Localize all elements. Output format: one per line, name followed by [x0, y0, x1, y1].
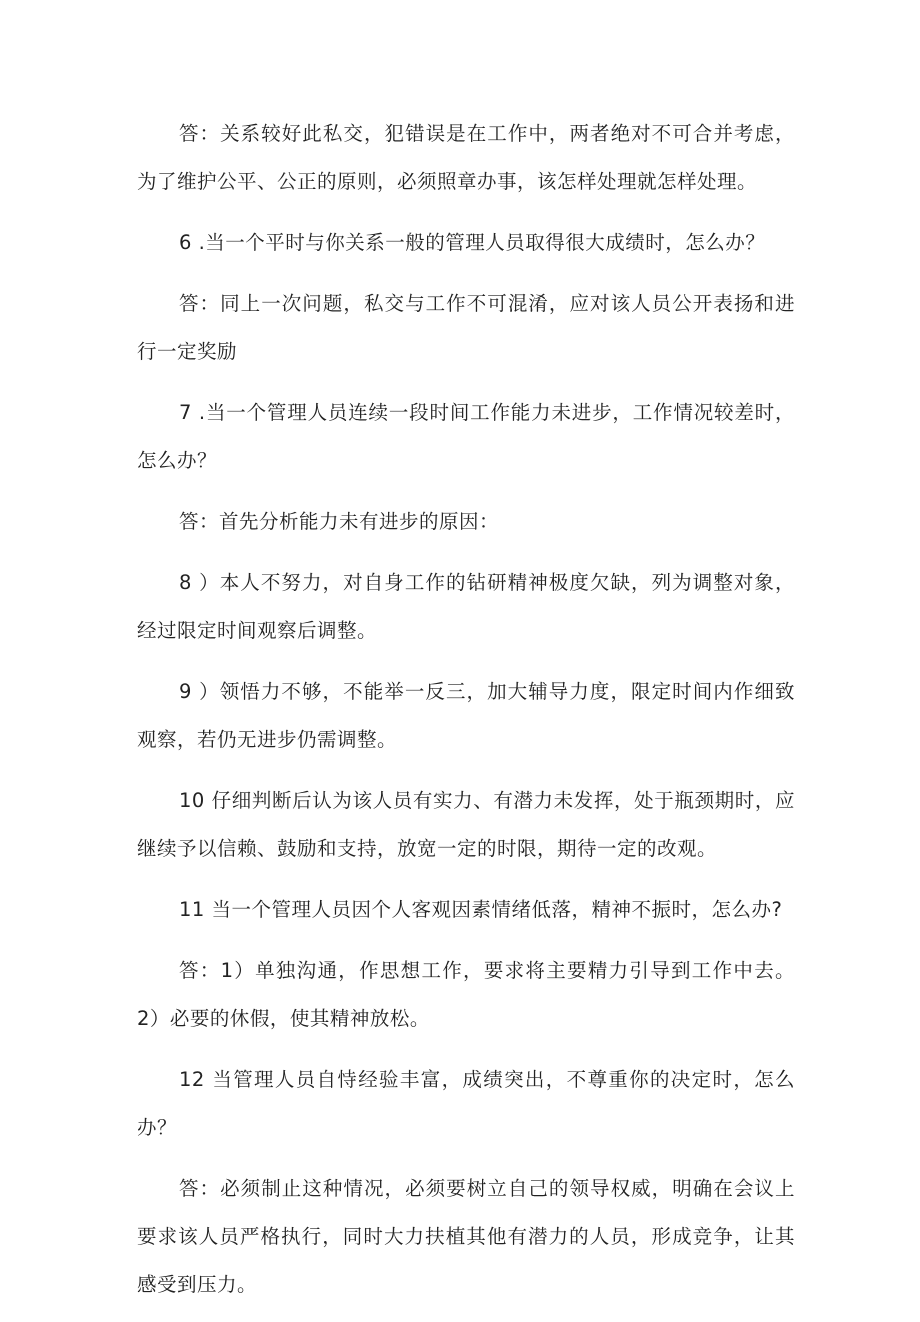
- paragraph-question-11: 11 当一个管理人员因个人客观因素情绪低落，精神不振时，怎么办?: [179, 898, 783, 921]
- paragraph-item-8: 8 ）本人不努力，对自身工作的钻研精神极度欠缺，列为调整对象，经过限定时间观察后调整。: [137, 571, 795, 642]
- document-body: [137, 110, 795, 1322]
- paragraph-question-12: 12 当管理人员自恃经验丰富，成绩突出，不尊重你的决定时，怎么办？: [137, 1068, 795, 1139]
- paragraph-answer-5: 答：关系较好此私交，犯错误是在工作中，两者绝对不可合并考虑，为了维护公平、公正的原则，必须照章办事，该怎样处理就怎样处理。: [137, 122, 795, 193]
- paragraph-question-6: 6 .当一个平时与你关系一般的管理人员取得很大成绩时，怎么办？: [179, 231, 766, 254]
- paragraph-answer-12: 答：必须制止这种情况，必须要树立自己的领导权威，明确在会议上要求该人员严格执行，同时大力扶植其他有潜力的人员，形成竞争，让其感受到压力。: [137, 1177, 795, 1296]
- paragraph-item-9: 9 ）领悟力不够，不能举一反三，加大辅导力度，限定时间内作细致观察，若仍无进步仍需调整。: [137, 680, 795, 751]
- paragraph-answer-11: 答：1）单独沟通，作思想工作，要求将主要精力引导到工作中去。2）必要的休假，使其精神放松。: [137, 959, 795, 1030]
- paragraph-question-7: 7 .当一个管理人员连续一段时间工作能力未进步，工作情况较差时，怎么办？: [137, 401, 795, 472]
- paragraph-answer-6: 答：同上一次问题，私交与工作不可混淆，应对该人员公开表扬和进行一定奖励: [137, 292, 795, 363]
- paragraph-item-10: 10 仔细判断后认为该人员有实力、有潜力未发挥，处于瓶颈期时，应继续予以信赖、鼓励和支持，放宽一定的时限，期待一定的改观。: [137, 789, 795, 860]
- paragraph-answer-7: 答：首先分析能力未有进步的原因：: [179, 510, 500, 533]
